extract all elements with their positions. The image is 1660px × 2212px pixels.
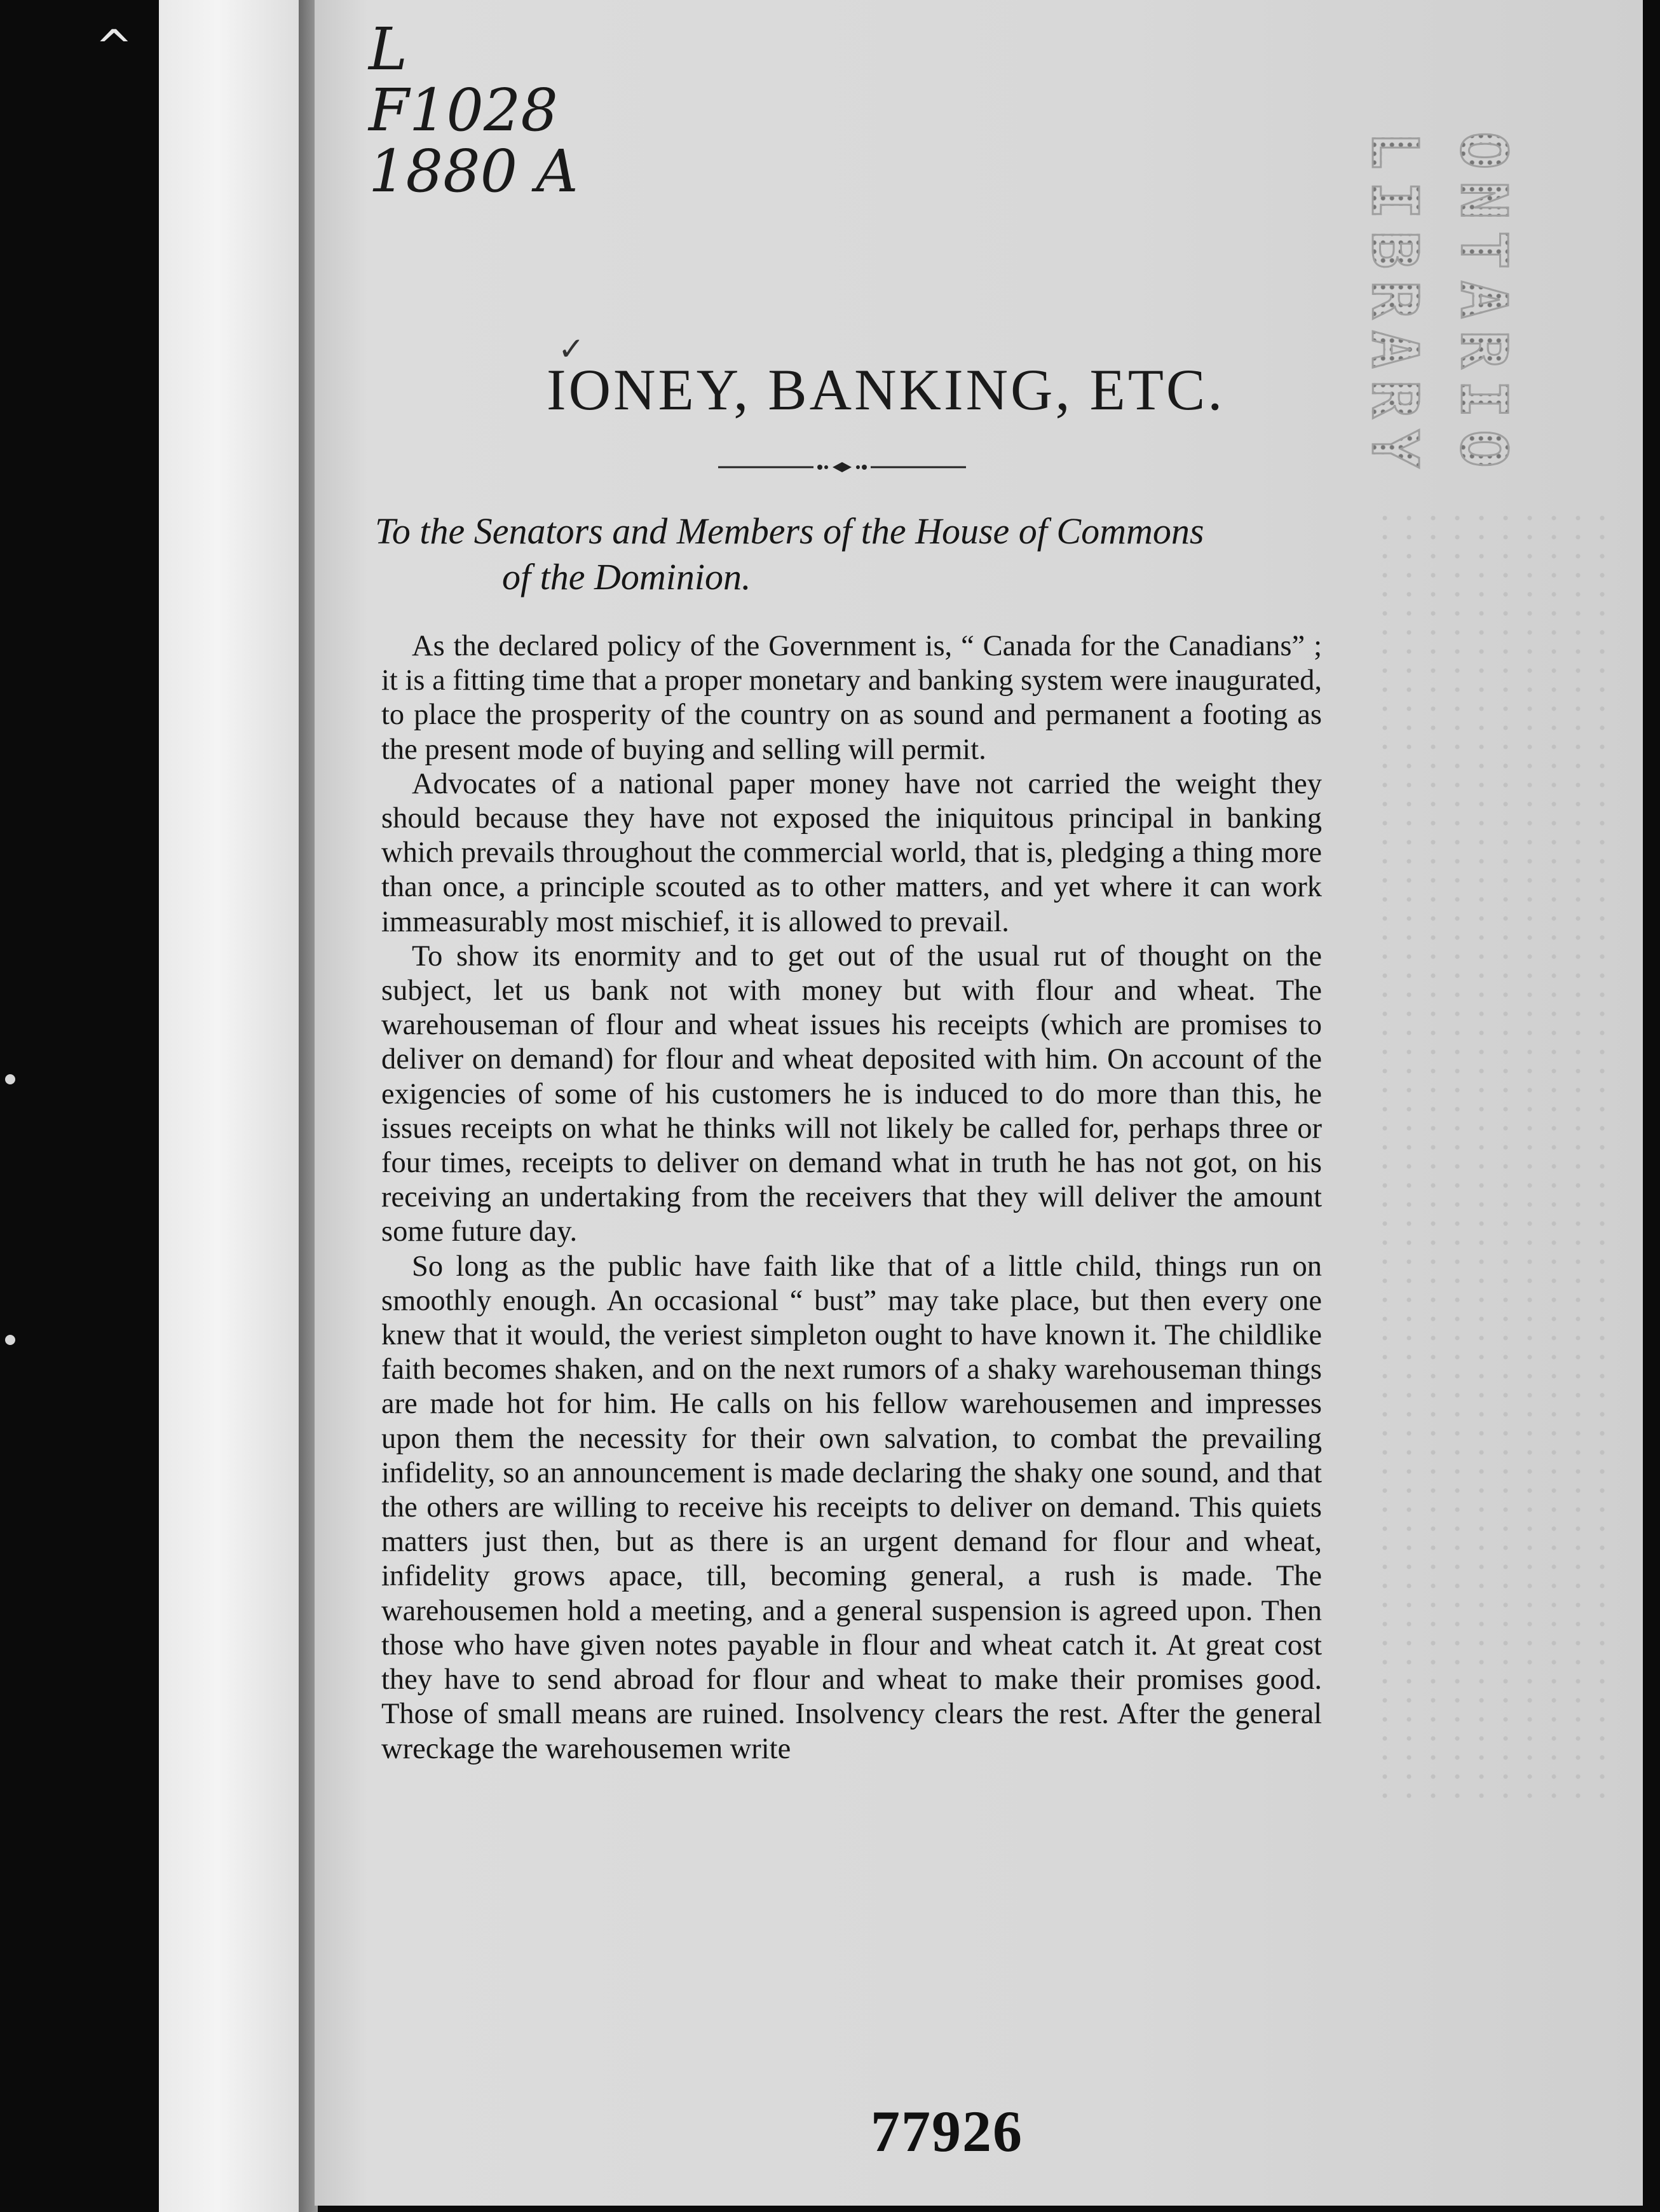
paragraph: So long as the public have faith like that of a little child, things run on smoothly enough. An occasional “ bust” may take place, but then every one knew that it would, the veriest simpleton ought to have known it. The childlike faith becomes shaken, and on the next rumors of a shaky warehouseman things are made hot for him. He calls on his fellow warehousemen and impresses upon them the necessity for their own salvation, to combat the prevailing infidelity, so an announcement is made declaring the shaky one sound, and that the others are willing to receive his receipts to deliver on demand. This quiets matters just then, but as there is an urgent demand for flour and wheat, infidelity grows apace, till, becoming general, a rush is made. The warehousemen hold a meeting, and a general suspension is agreed upon. Then those who have given notes payable in flour and wheat catch it. At great cost they have to send abroad for flour and wheat to make their promises good. Those of small means are ruined. Insolvency clears the rest. After the general wreckage the warehousemen write [381,1250,1322,1765]
margin-mark: ^ [95,20,133,72]
edge-speck [5,1335,15,1345]
handwritten-line: L [369,15,408,83]
handwritten-call-number [369,15,636,210]
paragraph: As the declared policy of the Government is, “ Canada for the Canadians” ; it is a fitting time that a proper monetary and banking system were inaugurated, to place the prosperity of the country on as sound and permanent a footing as the present mode of buying and selling will permit. [381,630,1322,766]
edge-speck [5,1074,15,1084]
scan-edge [1643,0,1660,2212]
paragraph: To show its enormity and to get out of the usual rut of thought on the subject, let us bank not with money but with flour and wheat. The warehouseman of flour and wheat issues his receipts (which are promises to deliver on demand) for flour and wheat deposited with him. On account of the exigencies of some of his customers he is induced to do more than this, he issues receipts on what he thinks will not likely be called for, perhaps three or four times, receipts to deliver on demand what in truth he has not got, on his receiving an undertaking from the receivers that they will deliver the amount some future day. [381,939,1322,1248]
check-mark: ✓ [558,331,585,367]
handwritten-line: 1880 A [369,137,578,205]
address-line: To the Senators and Members of the House of Commons [375,510,1204,552]
library-stamp-line1: LIBRARY [1357,131,1432,479]
library-stamp-line2: ONTARIO [1446,131,1521,479]
body-text [381,629,1322,1766]
binding-strip [159,0,305,2212]
paragraph: Advocates of a national paper money have not carried the weight they should because they have not exposed the iniquitous principal in banking which prevails throughout the commercial world, that is, pledging a thing more than once, a principle scouted as to other matters, and yet where it can work immeasurably most mischief, it is allowed to prevail. [381,767,1322,938]
address-line: of the Dominion. [502,556,751,597]
page-title: IONEY, BANKING, ETC. [547,357,1225,422]
perforation-stamp-pattern [1373,509,1614,1812]
handwritten-line: F1028 [369,76,558,144]
folio-number: 77926 [871,2099,1023,2164]
address-heading [375,509,1347,600]
title-ornament-divider [718,458,966,477]
